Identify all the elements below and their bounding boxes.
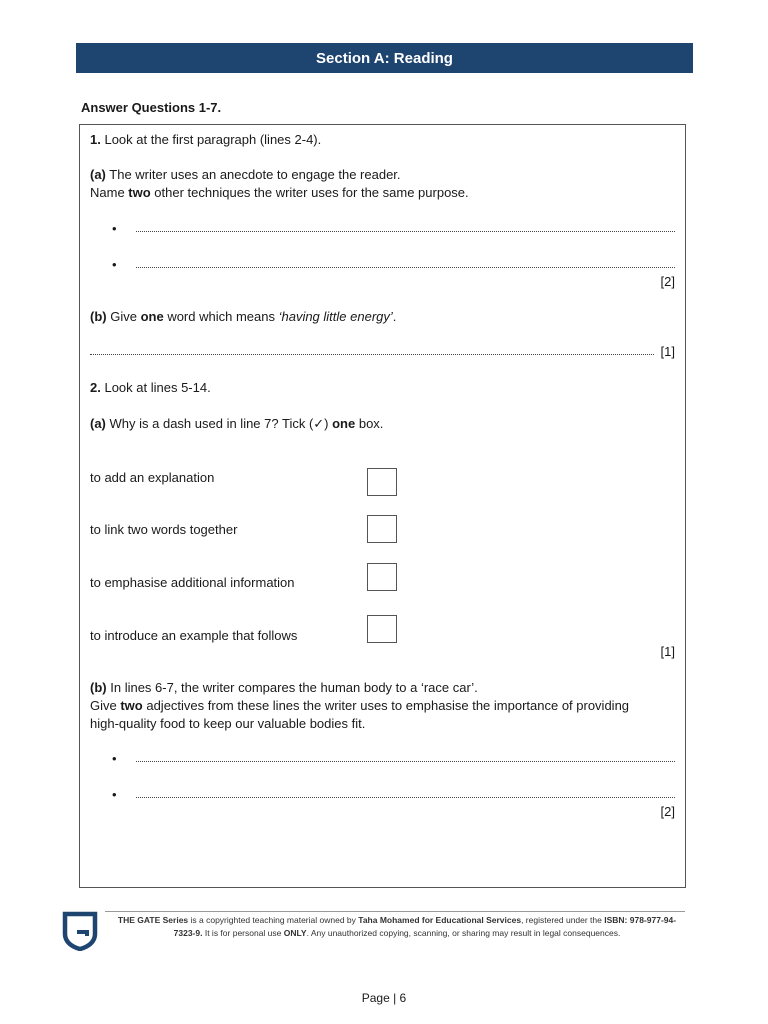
q2a-tickbox-2[interactable] <box>367 515 397 543</box>
footer-divider <box>105 911 685 912</box>
q2a-option-1: to add an explanation <box>90 470 215 485</box>
footer-text-1: is a copyrighted teaching material owned by <box>188 915 359 925</box>
q2a-option-2: to link two words together <box>90 522 238 537</box>
q1a-line1-text: The writer uses an anecdote to engage the reader. <box>109 167 401 182</box>
q2b-line2-bold: two <box>120 698 143 713</box>
page-number: Page | 6 <box>361 991 407 1005</box>
q2b-line1-text: In lines 6-7, the writer compares the human body to a ‘race car’. <box>110 680 478 695</box>
footer-series: THE GATE Series <box>117 915 189 925</box>
section-title: Section A: Reading <box>316 49 453 67</box>
q2a-marks: [1] <box>660 644 675 659</box>
q1-prompt-text: Look at the first paragraph (lines 2-4). <box>104 132 322 147</box>
q2b-bullet-2: • <box>112 787 117 802</box>
copyright-notice <box>111 914 683 940</box>
q2a-label: (a) <box>90 416 106 431</box>
q1b-marks: [1] <box>660 344 675 359</box>
q1b-text-bold: one <box>140 309 164 324</box>
q2a-text-bold: one <box>332 416 356 431</box>
q2-number: 2. <box>90 380 101 395</box>
questions-box <box>79 124 686 888</box>
q1b-text-start: Give <box>110 309 141 324</box>
q1-number: 1. <box>90 132 101 147</box>
q2a-option-4: to introduce an example that follows <box>90 628 298 643</box>
q1b-text-end: . <box>392 309 397 324</box>
gate-logo-icon <box>62 911 98 951</box>
q2b-label: (b) <box>90 680 107 695</box>
q1b-label: (b) <box>90 309 107 324</box>
q1b-line <box>90 308 396 325</box>
q2b-marks: [2] <box>660 804 675 819</box>
q1a-answer-line-1[interactable] <box>136 231 675 232</box>
q2-prompt <box>90 379 211 396</box>
q1a-line1 <box>90 166 401 183</box>
footer-owner: Taha Mohamed for Educational Services <box>358 915 522 925</box>
q2a-line <box>90 415 383 432</box>
q1a-label: (a) <box>90 167 106 182</box>
q2b-line1 <box>90 679 478 696</box>
q2a-tickbox-3[interactable] <box>367 563 397 591</box>
q2b-line2-start: Give <box>90 698 121 713</box>
q1b-text-mid: word which means <box>163 309 279 324</box>
footer-only: ONLY <box>283 928 307 938</box>
q2b-bullet-1: • <box>112 751 117 766</box>
q1a-line2 <box>90 184 469 201</box>
footer-text-3: It is for personal use <box>202 928 284 938</box>
q1a-marks: [2] <box>660 274 675 289</box>
footer-text-4: . Any unauthorized copying, scanning, or sharing may result in legal consequences. <box>306 928 621 938</box>
q2-prompt-text: Look at lines 5-14. <box>104 380 211 395</box>
q2a-text-start: Why is a dash used in line 7? Tick (✓) <box>109 416 333 431</box>
q1b-text-italic: ‘having little energy’ <box>278 309 393 324</box>
q1a-answer-line-2[interactable] <box>136 267 675 268</box>
q2a-option-3: to emphasise additional information <box>90 575 295 590</box>
q2b-line2-end: adjectives from these lines the writer uses to emphasise the importance of providing <box>142 698 630 713</box>
q1a-line2-end: other techniques the writer uses for the same purpose. <box>150 185 469 200</box>
q2a-text-end: box. <box>355 416 384 431</box>
q1a-line2-start: Name <box>90 185 129 200</box>
q2b-line3: high-quality food to keep our valuable bodies fit. <box>90 716 366 731</box>
footer-text-2: , registered under the <box>521 915 605 925</box>
q2a-tickbox-1[interactable] <box>367 468 397 496</box>
q1a-bullet-2: • <box>112 257 117 272</box>
q1a-line2-bold: two <box>128 185 151 200</box>
section-header <box>76 43 693 73</box>
q1-prompt <box>90 131 321 148</box>
instruction-text: Answer Questions 1-7. <box>81 100 222 115</box>
footer-isbn: ISBN: 978-977-94-7323-9. <box>173 915 677 938</box>
q2b-line2 <box>90 697 629 714</box>
q2a-tickbox-4[interactable] <box>367 615 397 643</box>
q1a-bullet-1: • <box>112 221 117 236</box>
q1b-answer-line[interactable] <box>90 354 654 355</box>
q2b-answer-line-2[interactable] <box>136 797 675 798</box>
q2b-answer-line-1[interactable] <box>136 761 675 762</box>
